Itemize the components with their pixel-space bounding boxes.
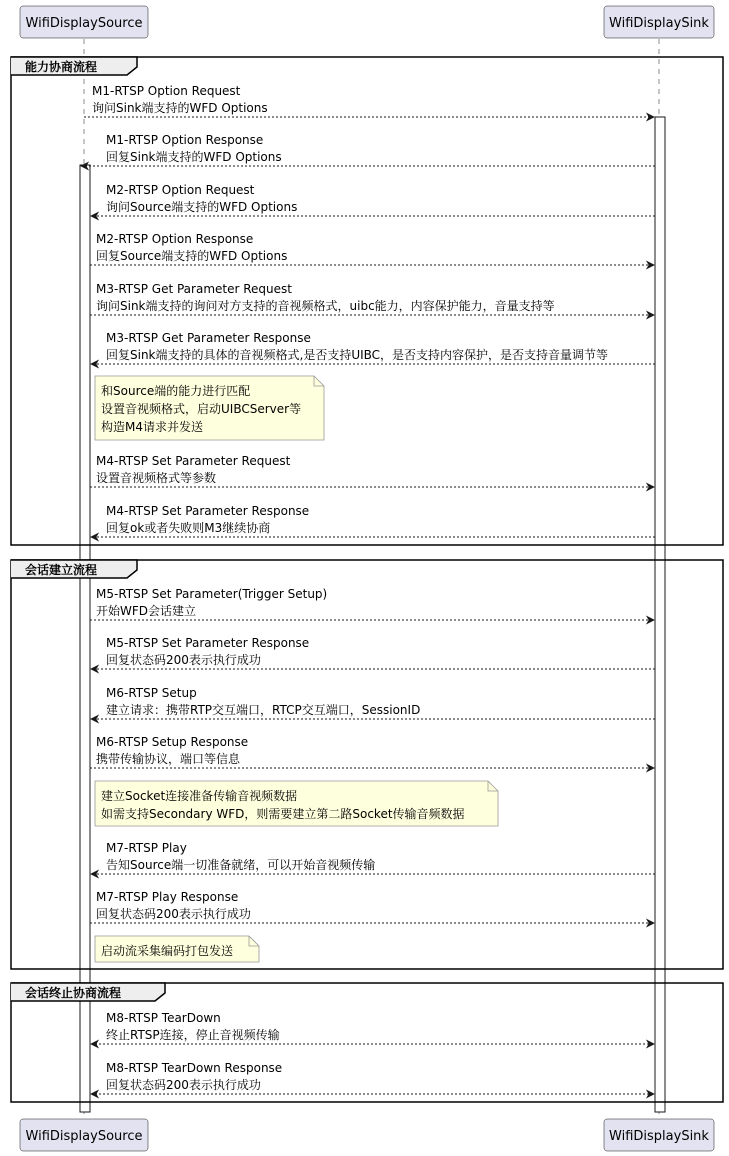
message-description: 终止RTSP连接，停止音视频传输 (106, 1028, 280, 1042)
message (81, 133, 655, 166)
participant-sink-bottom (604, 1119, 714, 1151)
message (91, 1011, 654, 1044)
message-description: 回复Sink端支持的具体的音视频格式,是否支持UIBC，是否支持内容保护，是否支持音量调节等 (106, 348, 609, 362)
participant-source-top (20, 6, 148, 38)
note-line: 建立Socket连接准备传输音视频数据 (101, 789, 298, 803)
note (95, 936, 259, 962)
source-activation-bar (80, 165, 90, 1112)
group-1 (11, 57, 723, 545)
message-description: 建立请求：携带RTP交互端口，RTCP交互端口，SessionID (106, 703, 421, 717)
message (90, 890, 654, 923)
message-label: M2-RTSP Option Request (106, 183, 255, 197)
note-line: 设置音视频格式，启动UIBCServer等 (101, 402, 302, 416)
message-label: M1-RTSP Option Response (106, 133, 264, 147)
message-label: M6-RTSP Setup (106, 686, 197, 700)
participant-sink-top (604, 6, 714, 38)
message-label: M3-RTSP Get Parameter Request (96, 282, 292, 296)
note-line: 如需支持Secondary WFD，则需要建立第二路Socket传输音频数据 (101, 807, 465, 821)
message-description: 询问Sink端支持的WFD Options (92, 101, 268, 115)
note-line: 和Source端的能力进行匹配 (101, 384, 251, 398)
note (95, 781, 498, 826)
message-description: 设置音视频格式等参数 (96, 471, 217, 485)
message-label: M4-RTSP Set Parameter Response (106, 504, 310, 518)
message-label: M4-RTSP Set Parameter Request (96, 454, 291, 468)
message-description: 回复状态码200表示执行成功 (96, 907, 251, 921)
message (90, 282, 654, 315)
message (91, 183, 655, 216)
message (91, 1061, 654, 1094)
message-label: M1-RTSP Option Request (92, 84, 241, 98)
message-label: M5-RTSP Set Parameter Response (106, 636, 310, 650)
message-description: 携带传输协议，端口等信息 (96, 752, 241, 766)
message (90, 454, 654, 487)
note-line: 构造M4请求并发送 (101, 420, 203, 434)
message-description: 询问Sink端支持的询问对方支持的音视频格式，uibc能力，内容保护能力，音量支持等 (96, 299, 555, 313)
message (91, 636, 655, 669)
participant-source-bottom-label: WifiDisplaySource (25, 1129, 143, 1144)
message-label: M7-RTSP Play Response (96, 890, 239, 904)
participant-sink-bottom-label: WifiDisplaySink (609, 1129, 709, 1144)
message (91, 504, 655, 537)
group-3 (11, 983, 723, 1102)
message-label: M6-RTSP Setup Response (96, 735, 249, 749)
message (90, 735, 654, 768)
message-description: 回复Source端支持的WFD Options (96, 249, 288, 263)
message-label: M3-RTSP Get Parameter Response (106, 331, 311, 345)
participant-sink-top-label: WifiDisplaySink (609, 16, 709, 31)
participant-source-top-label: WifiDisplaySource (25, 16, 143, 31)
message-label: M2-RTSP Option Response (96, 232, 254, 246)
message (91, 841, 655, 874)
message-description: 开始WFD会话建立 (96, 604, 197, 618)
message-label: M8-RTSP TearDown Response (106, 1061, 283, 1075)
sink-activation-bar (655, 117, 665, 1112)
message (90, 587, 654, 620)
message-description: 回复Sink端支持的WFD Options (106, 150, 282, 164)
participant-source-bottom (20, 1119, 148, 1151)
message (84, 84, 654, 117)
groups (11, 57, 723, 1102)
group-title: 会话终止协商流程 (25, 986, 122, 1000)
group-title: 能力协商流程 (25, 60, 98, 74)
message (90, 232, 654, 265)
message-description: 回复状态码200表示执行成功 (106, 653, 261, 667)
message-description: 告知Source端一切准备就绪，可以开始音视频传输 (106, 858, 376, 872)
note-line: 启动流采集编码打包发送 (101, 944, 234, 958)
message-description: 回复ok或者失败则M3继续协商 (106, 521, 271, 535)
message-label: M8-RTSP TearDown (106, 1011, 221, 1025)
group-title: 会话建立流程 (25, 563, 98, 577)
message-label: M5-RTSP Set Parameter(Trigger Setup) (96, 587, 328, 601)
note (95, 376, 324, 440)
message-description: 回复状态码200表示执行成功 (106, 1078, 261, 1092)
message (91, 331, 655, 364)
message-description: 询问Source端支持的WFD Options (106, 200, 298, 214)
message (91, 686, 655, 719)
group-2 (11, 560, 723, 969)
message-label: M7-RTSP Play (106, 841, 187, 855)
